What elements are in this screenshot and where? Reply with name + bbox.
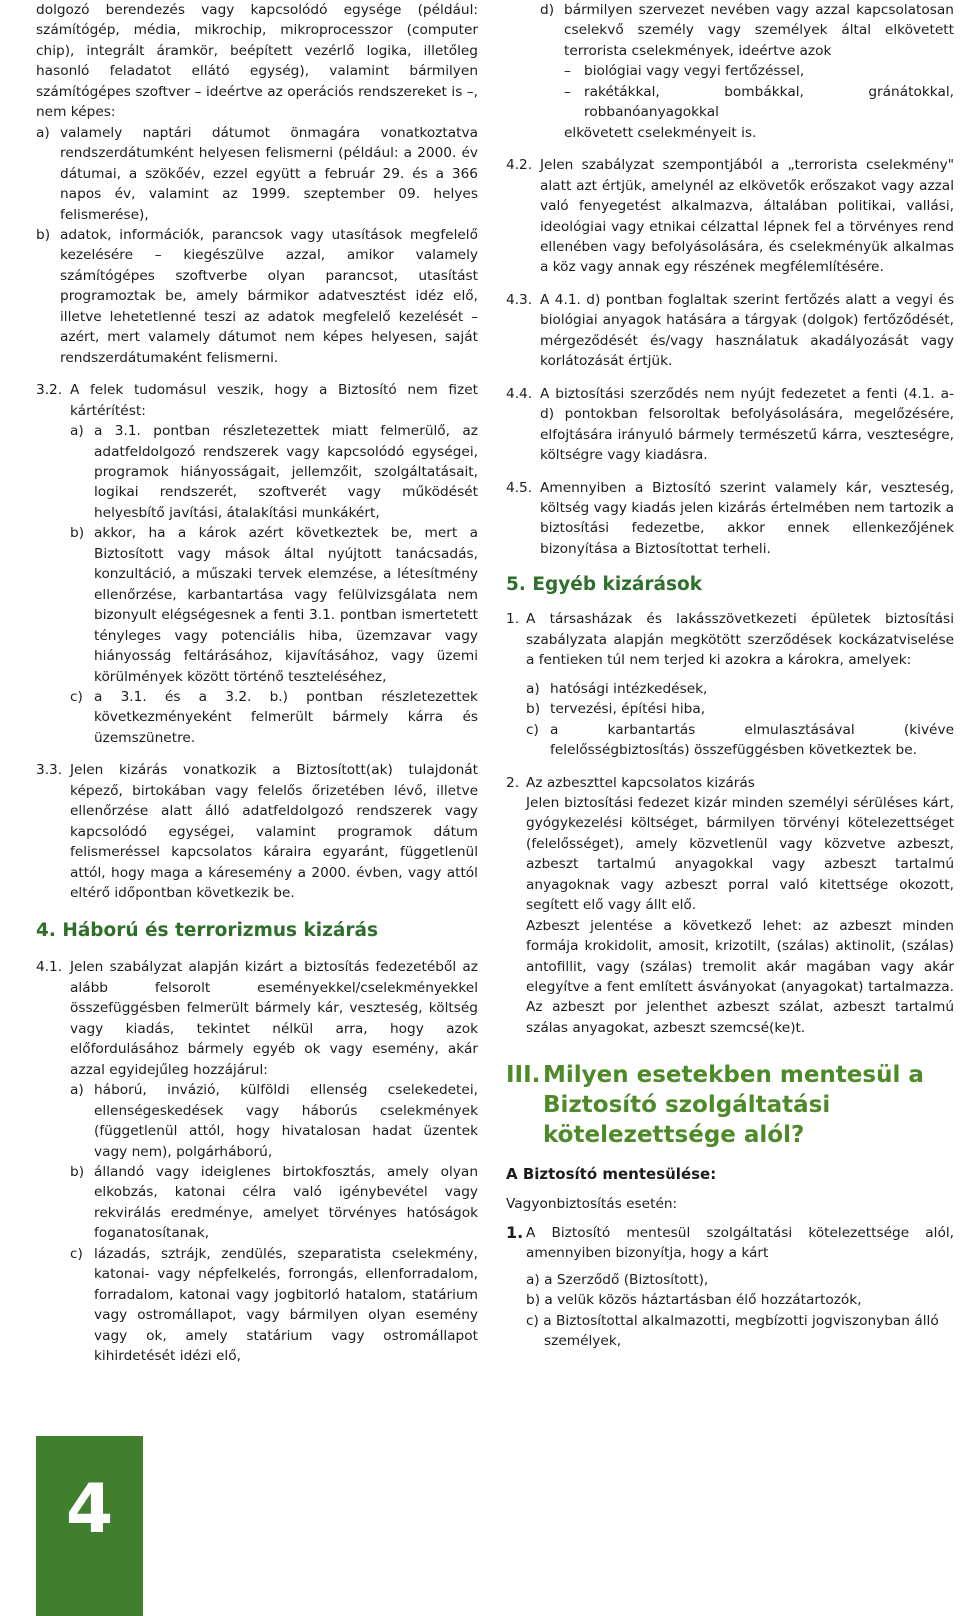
list-item (70, 421, 478, 523)
item-text: biológiai vagy vegyi fertőzéssel, (584, 63, 805, 80)
intro-paragraph: dolgozó berendezés vagy kapcsolódó egysége (például: számítógép, média, mikrochip, mikroprocesszor (computer chip), integrált áramkör, beépített vezérlő logika, illetőleg hasonló feladatot ellátó egység), valamint bármilyen számítógépes szoftver – ideértve az operációs rendszereket is –, nem képes: (36, 2, 478, 121)
item-number: 1. (506, 1222, 524, 1242)
dash-item (564, 61, 954, 81)
list-item (70, 523, 478, 687)
item-text: valamely naptári dátumot önmagára vonatkoztatva rendszerdátumként helyesen felismerni (például: a 2000. év dátumai, a szökőév, ezzel együtt a február 29. és a 366 napos év, valamint az 1999. szeptember 09. helyes felismerése), (60, 124, 478, 223)
item-text: A társasházak és lakásszövetkezeti épületek biztosítási szabályzata alapján megkötött szerződések kockázatviselése a fentieken túl nem terjed ki azokra a károkra, amelyek: (526, 611, 954, 669)
list-item: b) a velük közös háztartásban élő hozzátartozók, (526, 1292, 862, 1309)
item-text: a karbantartás elmulasztásával (kivéve felelősségbiztosítás) összefüggésben következtek be. (550, 721, 954, 759)
clause-number: 3.2. (36, 382, 63, 399)
item-text: A Biztosító mentesül szolgáltatási kötelezettsége alól, amennyiben bizonyítja, hogy a kárt (526, 1224, 954, 1262)
item-text: lázadás, sztrájk, zendülés, szeparatista cselekmény, katonai- vagy népfelkelés, forrongás, ellenforradalom, forradalom, katonai vagy jogbitorló hatalom, statárium vagy ostromállapot, vagy bármilyen olyan esemény vagy ok, amely statárium vagy ostromállapot kihirdetését idézi elő, (94, 1245, 478, 1365)
clause-text: Jelen szabályzat szempontjából a „terrorista cselekmény" alatt azt értjük, amelynél az elkövetők erőszakot vagy azzal való fenyegetést alkalmazva, általában politikai, vallási, ideológiai vagy etnikai célzattal lépnek fel a törvényes rend ellenében vagy befolyásolására, és cselekményük alkalmas a köz vagy annak egy részének megfélemlítésére. (540, 157, 954, 276)
clause-number: 4.1. (36, 959, 63, 976)
subheading: A Biztosító mentesülése: (506, 1165, 717, 1184)
item-label: c) (70, 1245, 83, 1262)
clause-4-1 (36, 957, 478, 1366)
section-title: Milyen esetekben mentesül a Biztosító szolgáltatási kötelezettsége alól? (543, 1062, 924, 1149)
dash-marker: – (564, 63, 571, 80)
item-text: a 3.1. pontban részletezettek miatt felmerülő, az adatfeldolgozó rendszerek vagy kapcsolódó egységei, programok hiányosságait, jellemzőit, szolgáltatásait, logikai rendszerét, szoftverét vagy működését helyesbítő javítási, átalakítási munkákért, (94, 423, 478, 521)
clause-text: Amennyiben a Biztosító szerint valamely kár, veszteség, költség vagy kiadás jelen kizárás értelmében nem tartozik a biztosítási fedezetbe, akkor ennek ellenkezőjének bizonyítása a Biztosítottat terheli. (540, 479, 954, 557)
item-label: b) (526, 701, 541, 718)
clause-text: Jelen szabályzat alapján kizárt a biztosítás fedezetéből az alább felsorolt eseményekkel/cselekményekkel összefüggésben felmerült bármely kár, veszteség, költség vagy kiadás, tekintet nélkül arra, hogy azok előfordulásához bármely egyéb ok vagy esemény, akár azzal egyidejűleg hozzájárul: (70, 959, 478, 1078)
item-text: akkor, ha a károk azért következtek be, mert a Biztosított vagy mások által nyújtott tanácsadás, konzultáció, a műszaki tervek elemzése, a létesítmény ellenőrzése, karbantartása vagy felülvizsgálata nem bizonyult elégségesnek a fenti 3.1. pontban ismertetett tényleges vagy potenciális hiba, üzemzavar vagy hiányosság feltárásához, kijavításához, vagy üzemi körülmények között történő teszteléséhez, (94, 525, 478, 685)
clause-4-1-continued (506, 0, 954, 143)
list-item (70, 1244, 478, 1367)
item-text: állandó vagy ideiglenes birtokfosztás, amely olyan elkobzás, katonai célra való igénybevétel vagy rekvirálás eredménye, amelyet törvényes hatóságok foganatosítanak, (94, 1164, 478, 1242)
list-item (70, 687, 478, 748)
list-item: a) a Szerződő (Biztosított), (526, 1271, 709, 1288)
section-roman-numeral: III. (506, 1062, 541, 1089)
item-text: hatósági intézkedések, (550, 680, 708, 697)
list-item (70, 1080, 478, 1162)
item-title: Az azbeszttel kapcsolatos kizárás (526, 774, 755, 791)
exclusion-1 (506, 609, 954, 760)
item-label: b) (36, 226, 51, 243)
item-number: 1. (506, 611, 520, 628)
item-label: a) (70, 1082, 84, 1099)
section-5-heading: 5. Egyéb kizárások (506, 574, 703, 596)
item-label: c) (526, 721, 539, 738)
item-text: bármilyen szervezet nevében vagy azzal kapcsolatosan cselekvő személy vagy személyek által elkövetett terrorista cselekmények, ideértve azok (564, 2, 954, 59)
clause-text: A felek tudomásul veszik, hogy a Biztosító nem fizet kártérítést: (70, 382, 478, 419)
clause-4-2 (506, 155, 954, 278)
item-text: háború, invázió, külföldi ellenség cselekedetei, ellenségeskedések vagy háborús cselekmények (függetlenül attól, hogy hivatalosan hadat üzentek vagy nem), polgárháború, (94, 1082, 478, 1160)
item-label: d) (540, 2, 555, 18)
dash-marker: – (564, 83, 571, 100)
release-item-1 (506, 1223, 954, 1264)
right-column (506, 0, 954, 1352)
clause-number: 4.3. (506, 291, 533, 308)
item-text: tervezési, építési hiba, (550, 701, 706, 718)
clause-number: 4.4. (506, 385, 533, 402)
item-text: elkövetett cselekményeit is. (564, 124, 757, 141)
item-text: a 3.1. és a 3.2. b.) pontban részletezettek következményeként felmerült bármely kárra és üzemszünetre. (94, 688, 478, 746)
item-text: Jelen biztosítási fedezet kizár minden személyi sérüléses kárt, gyógykezelési költséget, bármilyen törvényi kötelezettséget (felelősséget), amely közvetlenül vagy közvetve azbeszt, azbeszt tartalmú anyagokkal vagy azbeszt tartalmú anyagoknak vagy azbeszt porral való kitettsége okozott, segített elő vagy állt elő. (526, 794, 954, 914)
item-label: a) (36, 124, 50, 141)
clause-number: 4.5. (506, 479, 533, 496)
clause-number: 3.3. (36, 762, 63, 779)
item-text: Azbeszt jelentése a következő lehet: az azbeszt minden formája krokidolit, amosit, krizotilt, (szálas) aktinolit, (szálas) antofillit, vagy (szálas) tremolit akár magában vagy akár elegyítve a fent említett ásványokat (anyagokat) tartalmazza. Az azbeszt por jelenthet azbeszt szálat, azbeszt tartalmú szálas anyagokat, azbeszt szemcsé(ke)t. (526, 917, 954, 1036)
item-label: b) (70, 525, 85, 542)
list-item: c) a Biztosítottal alkalmazotti, megbízotti jogviszonyban álló személyek, (526, 1312, 939, 1350)
list-item (526, 699, 954, 719)
section-4-heading: 4. Háború és terrorizmus kizárás (36, 920, 378, 942)
list-item (526, 679, 954, 699)
item-text: adatok, információk, parancsok vagy utasítások megfelelő kezelésére – kiegészülve azzal, amikor valamely számítógépes szoftverbe olyan parancsot, utasítást programoztak be, amely bármikor adatvesztést idéz elő, illetve lehetetlenné teszi az adatok megfelelő kezelését – azért, mert valamely dátumot nem képes helyesen, saját rendszerdátumaként felismerni. (60, 226, 478, 366)
list-item (36, 225, 478, 368)
clause-text: A biztosítási szerződés nem nyújt fedezetet a fenti (4.1. a-d) pontokban felsoroltak befolyásolására, megelőzésére, elfojtására irányuló bármely természetű kárra, veszteségre, költségre vagy kiadásra. (540, 385, 954, 464)
page-number-box (36, 1436, 143, 1616)
list-item (526, 720, 954, 761)
item-label: c) (70, 688, 83, 705)
left-column (36, 0, 478, 1367)
clause-4-3 (506, 290, 954, 372)
clause-4-4 (506, 384, 954, 466)
clause-number: 4.2. (506, 157, 533, 174)
item-label: a) (526, 680, 540, 697)
item-number: 2. (506, 774, 520, 791)
item-label: a) (70, 423, 84, 440)
context-label: Vagyonbiztosítás esetén: (506, 1196, 678, 1213)
exclusion-2 (506, 773, 954, 1039)
list-item (540, 0, 954, 143)
item-text: rakétákkal, bombákkal, gránátokkal, robbanóanyagokkal (584, 83, 954, 121)
dash-item (564, 82, 954, 123)
section-iii-heading (506, 1060, 954, 1150)
list-item (36, 123, 478, 225)
clause-3-2 (36, 380, 478, 748)
clause-4-5 (506, 478, 954, 560)
item-label: b) (70, 1164, 85, 1181)
page-number: 4 (65, 1470, 114, 1549)
list-item (70, 1162, 478, 1244)
clause-text: Jelen kizárás vonatkozik a Biztosított(ak) tulajdonát képező, birtokában vagy felelős őrizetében lévő, illetve ellenőrzése alatt álló adatfeldolgozó rendszerek vagy kapcsolódó egységei, valamint programok dátum felismeréssel kapcsolatos káraira egyaránt, függetlenül attól, hogy maga a káresemény a 2000. évben, vagy attól eltérő időpontban következik be. (70, 762, 478, 902)
clause-3-3 (36, 760, 478, 903)
clause-text: A 4.1. d) pontban foglaltak szerint fertőzés alatt a vegyi és biológiai anyagok hatására a tárgyak (dolgok) fertőződését, mérgeződését és/vagy használatuk akadályozását vagy korlátozását értjük. (540, 291, 954, 370)
